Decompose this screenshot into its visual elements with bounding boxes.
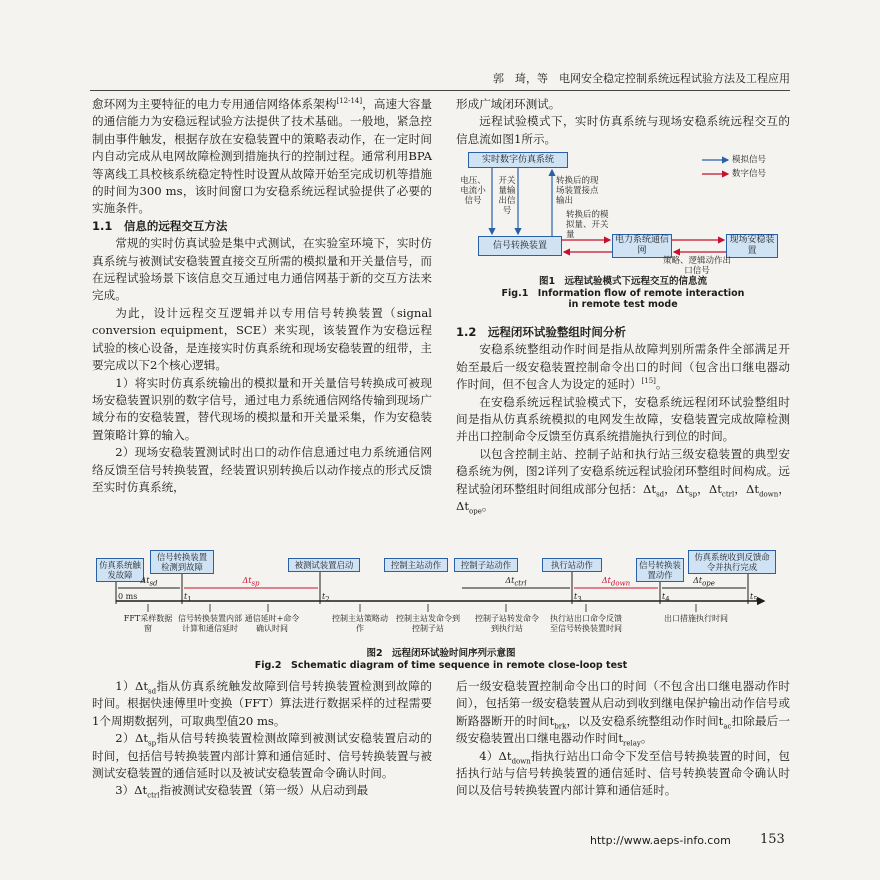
phase-label: 执行站出口命令反馈至信号转换装置时间 xyxy=(550,614,622,633)
paragraph: 在安稳系统远程试验模式下，安稳系统远程闭环试验整组时间是指从仿真系统模拟的电网发生故障，安稳装置完成故障检测并出口控制命令反馈至仿真系统措施执行到位的时间。 xyxy=(456,394,790,444)
paragraph: 1）将实时仿真系统输出的模拟量和开关量信号转换成可被现场安稳装置识别的数字信号，通过电力系统通信网络传输到现场广域分布的安稳装置，替代现场的模拟量和开关量采集，作为安稳装置策略计算的输入。 xyxy=(92,375,432,442)
figure-2-caption-cn: 图2 远程闭环试验时间序列示意图 xyxy=(366,648,516,659)
paragraph: $1)\Delta t_{sd}$指从仿真系统触发故障到信号转换装置检测到故障的时间。根据快速傅里叶变换（FFT）算法进行数据采样的过程需要1个周期数据列，可取典型值20 ms。 xyxy=(92,679,432,728)
strategy-signal-label: 策略、逻辑动作出口信号 xyxy=(662,256,731,276)
event-label: 信号转换装置检测到故障 xyxy=(150,550,214,574)
phase-label: 信号转换装置内部计算和通信延时 xyxy=(178,614,242,633)
figure-2-caption-en: Fig.2 Schematic diagram of time sequence in remote close-loop test xyxy=(254,660,628,671)
bottom-right-column xyxy=(456,678,790,800)
figure-1 xyxy=(456,148,790,314)
reference: [15] xyxy=(641,377,656,386)
event-label: 控制主站动作 xyxy=(384,558,448,572)
figure-1-caption-cn: 图1 远程试验模式下远程交互的信息流 xyxy=(538,276,708,287)
paragraph: 后一级安稳装置控制命令出口的时间（不包含出口继电器动作时间），包括第一级安稳装置从启动到收到继电保护输出动作信号或断路器断开的时间$t_{brk}$，以及安稳系统整组动作时间$t_{ac}$扣除最后一级安稳装置出口继电器动作时间$t_{relay}$。 xyxy=(456,679,790,748)
tick-label: $t_5$ xyxy=(750,592,758,604)
signal-conversion-equipment-box: 信号转换装置 xyxy=(478,236,562,256)
section-heading-1-1: 1.1 信息的远程交互方法 xyxy=(92,218,228,233)
converted-analog-switch-label: 转换后的模拟量、开关量 xyxy=(566,210,609,240)
tick-label: $t_2$ xyxy=(322,592,330,604)
paragraph: 2）现场安稳装置测试时出口的动作信息通过电力系统通信网络反馈至信号转换装置，经装置识别转换后以动作接点的形式反馈至实时仿真系统， xyxy=(92,445,432,494)
page-number: 153 xyxy=(760,832,785,847)
paragraph: 常规的实时仿真试验是集中式测试，在实验室环境下，实时仿真系统与被测试安稳装置直接交互所需的模拟量和开关量信号，而在远程试验场景下该信息交互通过电力通信网基于新的交互方法来完成。 xyxy=(92,236,432,303)
tick-label: 0 ms xyxy=(118,592,138,601)
switch-output-label: 开关量输出信号 xyxy=(498,176,516,216)
event-label: 执行站动作 xyxy=(542,558,602,572)
right-column-top xyxy=(456,96,790,148)
interval-label: $\Delta t_{ctrl}$ xyxy=(505,576,527,588)
interval-label: $\Delta t_{down}$ xyxy=(601,576,631,588)
rtds-box: 实时数字仿真系统 xyxy=(468,152,568,168)
reference: [12-14] xyxy=(336,97,363,106)
figure-1-caption-en: Fig.1 Information flow of remote interaction xyxy=(501,288,745,299)
left-column xyxy=(92,96,432,496)
paragraph: $3)\Delta t_{ctrl}$指被测试安稳装置（第一级）从启动到最 xyxy=(115,783,369,800)
voltage-current-signal-label: 电压、电流小信号 xyxy=(460,176,486,206)
paragraph: 远程试验模式下，实时仿真系统与现场安稳系统远程交互的信息流如图1所示。 xyxy=(456,114,790,146)
interval-label: $\Delta t_{sd}$ xyxy=(140,576,158,588)
phase-label: 控制主站策略动作 xyxy=(332,614,388,633)
figure-1-caption-en-2: in remote test mode xyxy=(568,299,678,310)
phase-label: 通信延时+命令确认时间 xyxy=(244,614,300,633)
paragraph: $4)\Delta t_{down}$指执行站出口命令下发至信号转换装置的时间，包括执行站与信号转换装置的通信延时、信号转换装置命令确认时间以及信号转换装置内部计算和通信延时。 xyxy=(456,748,790,798)
interval-label: $\Delta t_{sp}$ xyxy=(242,576,260,588)
right-column-mid xyxy=(456,324,790,515)
legend-analog: 模拟信号 xyxy=(732,155,767,165)
bottom-left-column xyxy=(92,678,432,800)
interval-label: $\Delta t_{ope}$ xyxy=(693,576,715,588)
tick-label: $t_3$ xyxy=(574,592,582,604)
event-label: 信号转换装置动作 xyxy=(636,558,684,582)
event-label: 控制子站动作 xyxy=(454,558,518,572)
paragraph: 安稳系统整组动作时间是指从故障判别所需条件全部满足开始至最后一级安稳装置控制命令出口的时间（包含出口继电器动作时间，但不包含人为设定的延时）[15]。 xyxy=(456,342,790,392)
phase-label: 控制主站发命令到控制子站 xyxy=(396,614,460,633)
paragraph: 为此，设计远程交互逻辑并以专用信号转换装置（signal conversion equipment，SCE）来实现，该装置作为安稳远程试验的核心设备，是连接实时仿真系统和现场安稳装置的纽带，主要完成以下2个核心逻辑。 xyxy=(92,305,432,373)
footer-url: http://www.aeps-info.com xyxy=(590,834,731,847)
phase-label: 出口措施执行时间 xyxy=(664,614,728,623)
phase-label: 控制子站转发命令到执行站 xyxy=(475,614,539,633)
power-comm-network-box: 电力系统通信网 xyxy=(612,234,672,258)
event-label: 仿真系统收到反馈命令并执行完成 xyxy=(688,550,776,574)
figure-2 xyxy=(92,548,790,671)
paragraph: 愈环网为主要特征的电力专用通信网络体系架构[12-14]，高速大容量的通信能力为安稳远程试验方法提供了技术基础。一般地，紧急控制由事件触发，根据存放在安稳装置中的策略表动作，在一定时间内自动完成从电网故障检测到措施执行的控制过程。通常利用BPA等离线工具校核系统稳定特性时设置从故障开始至完成切机等措施的时间为300 ms，该时间窗口为安稳系统远程试验提供了必要的实施条件。 xyxy=(92,97,432,216)
paragraph: 形成广域闭环测试。 xyxy=(456,97,561,111)
section-heading-1-2: 1.2 远程闭环试验整组时间分析 xyxy=(456,325,626,339)
event-label: 仿真系统触发故障 xyxy=(96,558,144,582)
event-label: 被测试装置启动 xyxy=(288,558,360,572)
field-device-box: 现场安稳装置 xyxy=(726,234,778,258)
tick-label: $t_4$ xyxy=(662,592,670,604)
paragraph: $2)\Delta t_{sp}$指从信号转换装置检测故障到被测试安稳装置启动的时间，包括信号转换装置内部计算和通信延时、信号转换装置与被测试安稳装置的通信延时以及被试安稳装置命令确认时间。 xyxy=(92,731,432,781)
running-header xyxy=(90,70,790,91)
drop-lines xyxy=(148,604,696,612)
running-title: 郭 琦，等 电网安全稳定控制系统远程试验方法及工程应用 xyxy=(493,72,790,85)
legend-digital: 数字信号 xyxy=(732,169,767,179)
paragraph: 以包含控制主站、控制子站和执行站三级安稳装置的典型安稳系统为例，图2详列了安稳系统远程试验闭环整组时间构成。远程试验闭环整组时间组成部分包括：$\Delta t_{sd}$，$\Delta t_{sp}$，$\Delta t_{ctrl}$，$\Delta t_{down}$，$\Delta t_{ope}$。 xyxy=(456,446,790,516)
converted-contact-output-label: 转换后的现场装置接点输出 xyxy=(556,176,599,206)
phase-label: FFT采样数据窗 xyxy=(123,614,173,633)
tick-label: $t_1$ xyxy=(184,592,192,604)
